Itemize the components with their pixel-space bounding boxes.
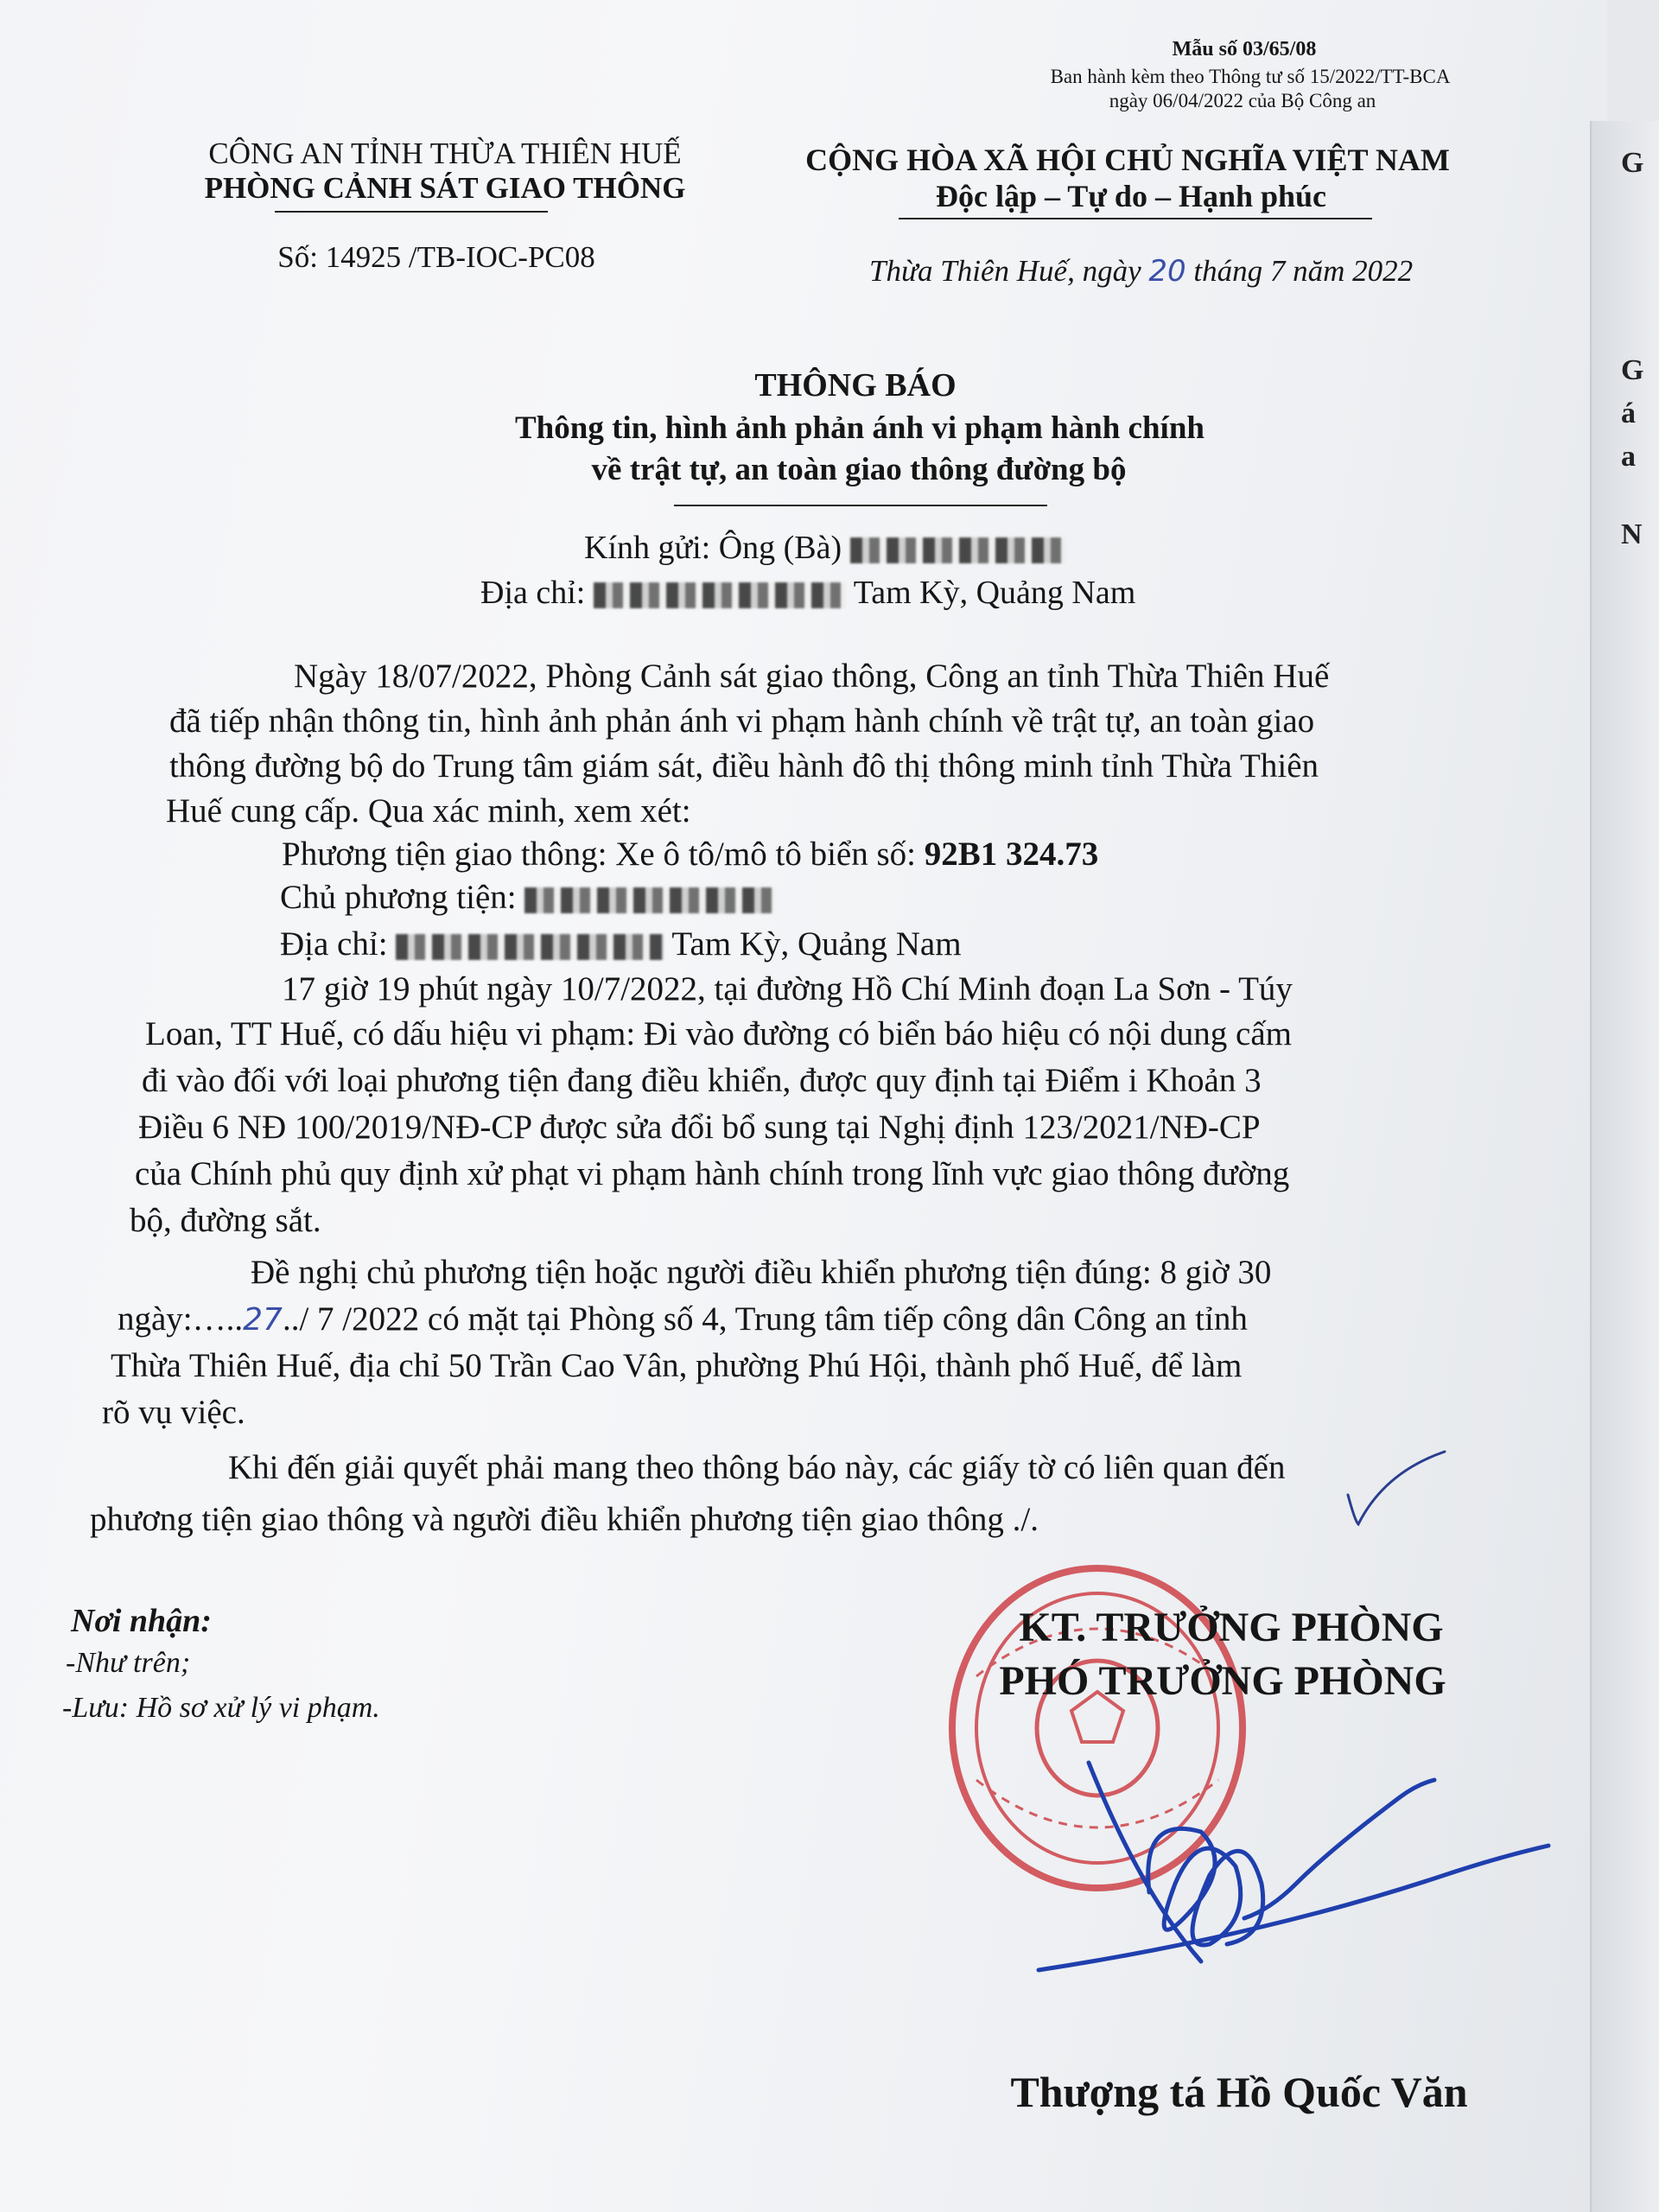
body-p1-line4: Huế cung cấp. Qua xác minh, xem xét: [166, 792, 691, 830]
body-p2-line6: bộ, đường sắt. [130, 1202, 321, 1239]
agency-line2: PHÒNG CẢNH SÁT GIAO THÔNG [204, 171, 686, 205]
vehicle-line [282, 835, 1098, 874]
body-p2-line2: Loan, TT Huế, có dấu hiệu vi phạm: Đi vào đường có biển báo hiệu có nội dung cấm [145, 1015, 1293, 1052]
title-underline [674, 505, 1047, 506]
vehicle-label: Phương tiện giao thông: Xe ô tô/mô tô biển số: [282, 836, 916, 873]
body-p4-line1: Khi đến giải quyết phải mang theo thông báo này, các giấy tờ có liên quan đến [228, 1449, 1286, 1486]
appointment-date-suffix: ../ 7 /2022 có mặt tại Phòng số 4, Trung tâm tiếp công dân Công an tỉnh [282, 1300, 1248, 1338]
recipients-item-2: -Lưu: Hồ sơ xử lý vi phạm. [62, 1692, 380, 1724]
recipients-heading: Nơi nhận: [71, 1603, 212, 1639]
owner-address-visible: Tam Kỳ, Quảng Nam [671, 925, 962, 963]
handwritten-signature-icon [1028, 1745, 1581, 2005]
body-p1-line2: đã tiếp nhận thông tin, hình ảnh phản ánh vi phạm hành chính về trật tự, an toàn giao [169, 702, 1315, 740]
recipient-address-visible: Tam Kỳ, Quảng Nam [853, 575, 1136, 611]
notice-subtitle-1: Thông tin, hình ảnh phản ánh vi phạm hành chính [515, 410, 1205, 446]
adjacent-page-edge: G G á a N [1590, 121, 1659, 2212]
owner-address-line [280, 925, 962, 963]
form-number: Mẫu số 03/65/08 [1172, 38, 1317, 60]
nation-line2: Độc lập – Tự do – Hạnh phúc [935, 179, 1327, 213]
nation-line1: CỘNG HÒA XÃ HỘI CHỦ NGHĨA VIỆT NAM [805, 143, 1450, 177]
nation-underline [899, 218, 1372, 219]
owner-line [280, 878, 775, 917]
body-p2-line4: Điều 6 NĐ 100/2019/NĐ-CP được sửa đổi bổ sung tại Nghị định 123/2021/NĐ-CP [138, 1109, 1261, 1146]
recipient-line [584, 529, 1066, 567]
owner-label: Chủ phương tiện: [280, 879, 517, 916]
body-p3-line3: Thừa Thiên Huế, địa chỉ 50 Trần Cao Vân, phường Phú Hội, thành phố Huế, để làm [111, 1347, 1243, 1384]
date-day-handwritten: 20 [1148, 254, 1186, 289]
body-p3-line1: Đề nghị chủ phương tiện hoặc người điều khiển phương tiện đúng: 8 giờ 30 [251, 1254, 1272, 1291]
redacted-owner [524, 887, 775, 913]
body-p2-line5: của Chính phủ quy định xử phạt vi phạm hành chính trong lĩnh vực giao thông đường [135, 1155, 1290, 1192]
notice-subtitle-2: về trật tự, an toàn giao thông đường bộ [591, 452, 1127, 487]
form-issued-with: Ban hành kèm theo Thông tư số 15/2022/TT-BCA [1050, 66, 1451, 87]
recipient-address-line [480, 574, 1135, 612]
body-p1-line1: Ngày 18/07/2022, Phòng Cảnh sát giao thông, Công an tỉnh Thừa Thiên Huế [294, 658, 1330, 695]
body-p2-line3: đi vào đối với loại phương tiện đang điều khiển, được quy định tại Điểm i Khoản 3 [142, 1062, 1262, 1099]
recipient-address-label: Địa chỉ: [480, 575, 586, 611]
signature-title-1: KT. TRƯỞNG PHÒNG [1019, 1605, 1444, 1650]
date-suffix: tháng 7 năm 2022 [1193, 254, 1414, 288]
license-plate: 92B1 324.73 [924, 836, 1099, 873]
redacted-owner-address [396, 934, 664, 960]
recipient-salutation: Kính gửi: Ông (Bà) [584, 530, 842, 566]
body-p3-line2 [118, 1300, 1248, 1338]
redacted-address [594, 582, 846, 608]
body-p2-line1: 17 giờ 19 phút ngày 10/7/2022, tại đường Hồ Chí Minh đoạn La Sơn - Túy [282, 970, 1293, 1007]
signer-name: Thượng tá Hồ Quốc Văn [1010, 2068, 1468, 2116]
check-mark-icon [1331, 1443, 1452, 1538]
body-p3-line4: rõ vụ việc. [102, 1394, 245, 1431]
redacted-name [850, 537, 1066, 563]
document-number: Số: 14925 /TB-IOC-PC08 [277, 240, 595, 274]
recipients-item-1: -Như trên; [66, 1647, 191, 1679]
form-issued-date: ngày 06/04/2022 của Bộ Công an [1109, 90, 1376, 111]
appointment-day-handwritten: 27 [243, 1302, 283, 1338]
date-prefix: Thừa Thiên Huế, ngày [869, 254, 1141, 288]
body-p1-line3: thông đường bộ do Trung tâm giám sát, điều hành đô thị thông minh tỉnh Thừa Thiên [169, 747, 1319, 785]
body-p4-line2: phương tiện giao thông và người điều khiển phương tiện giao thông ./. [90, 1501, 1039, 1538]
date-line [869, 254, 1413, 289]
agency-underline [275, 211, 548, 213]
agency-line1: CÔNG AN TỈNH THỪA THIÊN HUẾ [208, 137, 682, 170]
appointment-date-prefix: ngày:….. [118, 1300, 244, 1338]
owner-address-label: Địa chỉ: [280, 925, 388, 963]
signature-title-2: PHÓ TRƯỞNG PHÒNG [999, 1658, 1446, 1704]
notice-title: THÔNG BÁO [754, 367, 957, 404]
